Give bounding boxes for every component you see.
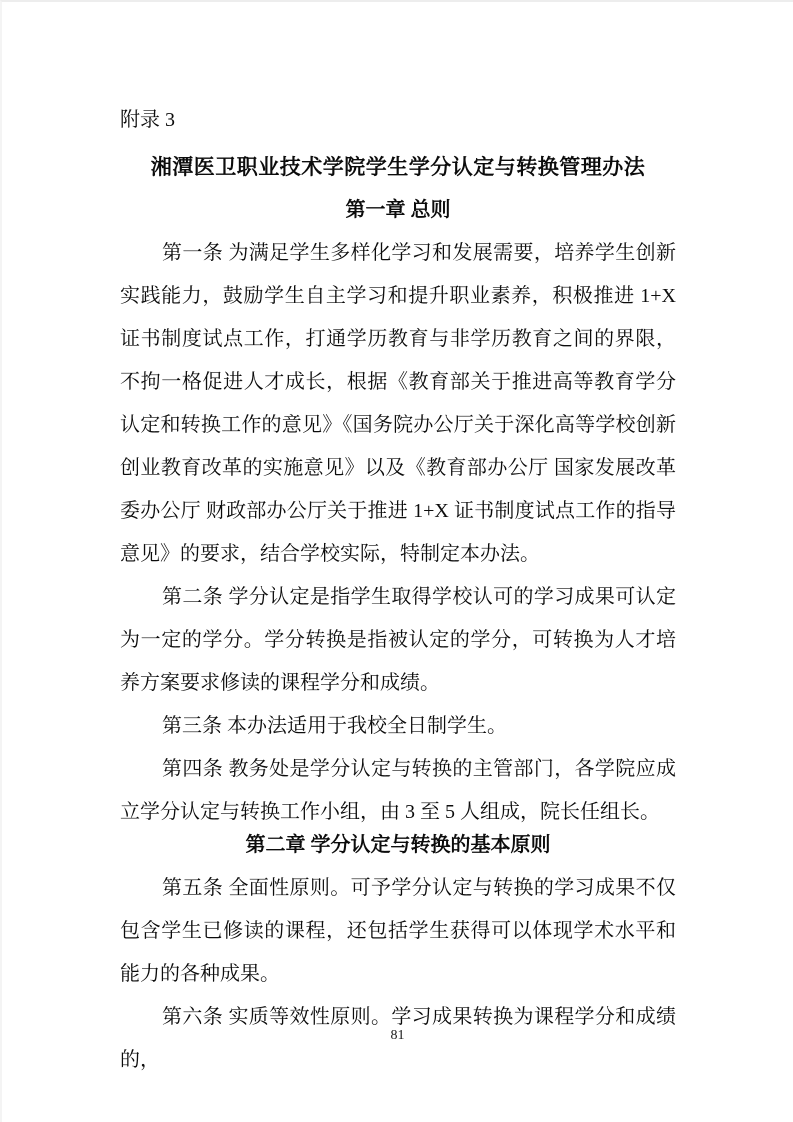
chapter-2-paragraph-2: 第六条 实质等效性原则。学习成果转换为课程学分和成绩的， <box>120 1006 676 1071</box>
page-number: 81 <box>390 1028 405 1043</box>
document-title: 湘潭医卫职业技术学院学生学分认定与转换管理办法 <box>150 155 646 179</box>
chapter-1-paragraph-1: 第一条 为满足学生多样化学习和发展需要，培养学生创新实践能力，鼓励学生自主学习和提升职业素养，积极推进 1+X 证书制度试点工作，打通学历教育与非学历教育之间的界限，不拘一格促进人才成长，根据《教育部关于推进高等教育学分认定和转换工作的意见》《国务院办公厅关于深化高等学校创新创业教育改革的实施意见》以及《教育部办公厅 国家发展改革委办公厅 财政部办公厅关于推进 1+X 证书制度试点工作的指导意见》的要求，结合学校实际，特制定本办法。 <box>120 242 676 565</box>
appendix-label: 附录 3 <box>120 109 175 131</box>
chapter-2-paragraph-1: 第五条 全面性原则。可予学分认定与转换的学习成果不仅包含学生已修读的课程，还包括学生获得可以体现学术水平和能力的各种成果。 <box>120 877 676 985</box>
chapter-1-heading: 第一章 总则 <box>345 199 451 221</box>
document-content <box>120 2 676 1082</box>
chapter-2-heading: 第二章 学分认定与转换的基本原则 <box>245 834 551 856</box>
chapter-1-paragraph-2: 第二条 学分认定是指学生取得学校认可的学习成果可认定为一定的学分。学分转换是指被认定的学分，可转换为人才培养方案要求修读的课程学分和成绩。 <box>120 586 676 694</box>
chapter-1-paragraph-3: 第三条 本办法适用于我校全日制学生。 <box>162 715 507 737</box>
chapter-1-paragraph-4: 第四条 教务处是学分认定与转换的主管部门，各学院应成立学分认定与转换工作小组，由 3 至 5 人组成，院长任组长。 <box>120 758 676 823</box>
